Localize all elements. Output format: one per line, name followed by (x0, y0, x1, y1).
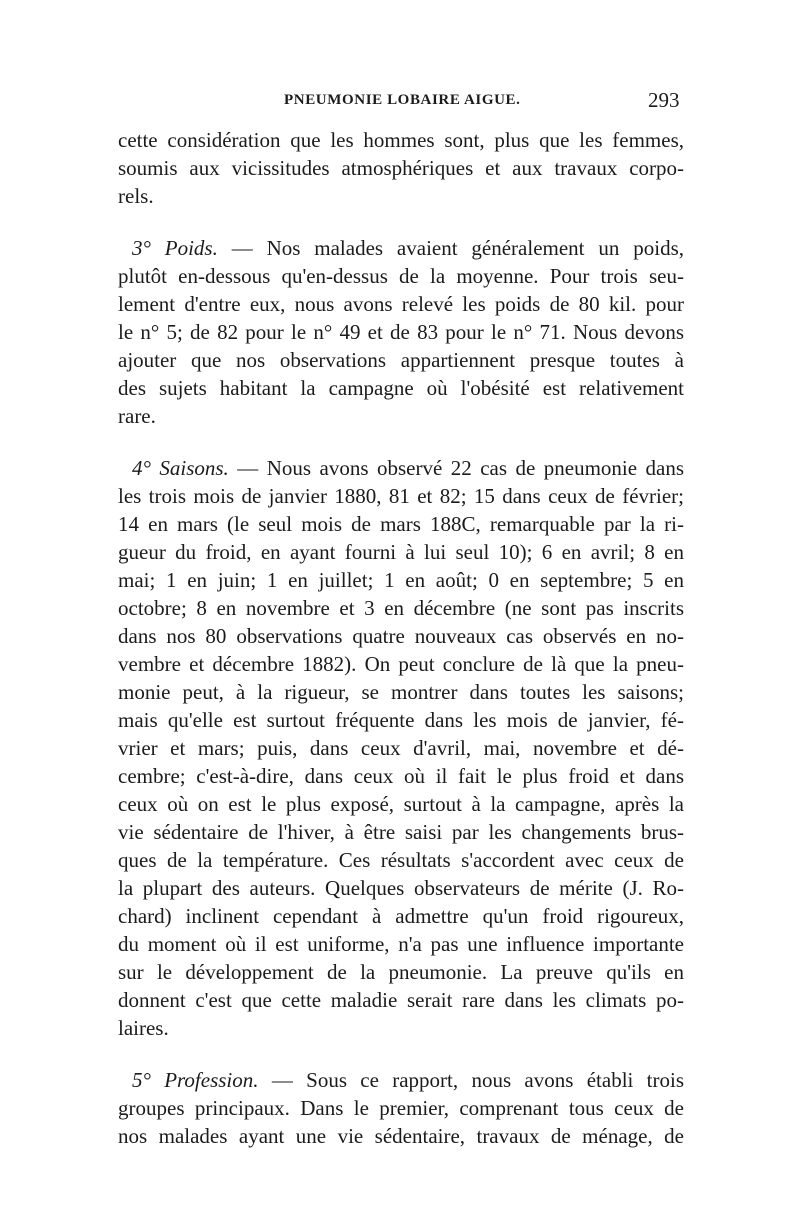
section-heading-profession: 5° Profession. (132, 1068, 259, 1092)
text-line: rels. (118, 184, 154, 208)
text-line: 14 en mars (le seul mois de mars 188C, remarquable par la ri- (118, 512, 684, 536)
text-line: chard) inclinent cependant à admettre qu'un froid rigoureux, (118, 904, 684, 928)
text-line: vie sédentaire de l'hiver, à être saisi par les changements brus- (118, 820, 684, 844)
text-line: laires. (118, 1016, 169, 1040)
text-line: plutôt en-dessous qu'en-dessus de la moyenne. Pour trois seu- (118, 264, 684, 288)
text-line: des sujets habitant la campagne où l'obésité est relativement (118, 376, 684, 400)
text-line-with-heading (132, 454, 684, 482)
text-line: mais qu'elle est surtout fréquente dans les mois de janvier, fé- (118, 708, 684, 732)
text-line: groupes principaux. Dans le premier, comprenant tous ceux de (118, 1096, 684, 1120)
text-line: mai; 1 en juin; 1 en juillet; 1 en août; 0 en septembre; 5 en (118, 568, 684, 592)
text-line: cette considération que les hommes sont, plus que les femmes, (118, 128, 684, 152)
text-line: lement d'entre eux, nous avons relevé les poids de 80 kil. pour (118, 292, 684, 316)
text-line: rare. (118, 404, 156, 428)
text-line: la plupart des auteurs. Quelques observateurs de mérite (J. Ro- (118, 876, 684, 900)
text-line: vrier et mars; puis, dans ceux d'avril, mai, novembre et dé- (118, 736, 684, 760)
text-line: dans nos 80 observations quatre nouveaux cas observés en no- (118, 624, 684, 648)
text-line: soumis aux vicissitudes atmosphériques et aux travaux corpo- (118, 156, 684, 180)
text-line: sur le développement de la pneumonie. La preuve qu'ils en (118, 960, 684, 984)
text-line: les trois mois de janvier 1880, 81 et 82; 15 dans ceux de février; (118, 484, 684, 508)
page-number: 293 (648, 88, 680, 112)
text-line: donnent c'est que cette maladie serait rare dans les climats po- (118, 988, 684, 1012)
section-heading-poids: 3° Poids. (132, 236, 218, 260)
text-line: du moment où il est uniforme, n'a pas une influence importante (118, 932, 684, 956)
running-header (0, 88, 800, 118)
running-title: PNEUMONIE LOBAIRE AIGUE. (284, 92, 521, 108)
text-line-content: — Nous avons observé 22 cas de pneumonie dans (237, 456, 685, 480)
text-line-with-heading (132, 234, 684, 262)
text-line: ceux où on est le plus exposé, surtout à la campagne, après la (118, 792, 684, 816)
text-line: nos malades ayant une vie sédentaire, travaux de ménage, de (118, 1124, 684, 1148)
text-line-content: — Sous ce rapport, nous avons établi trois (271, 1068, 685, 1092)
text-line: monie peut, à la rigueur, se montrer dans toutes les saisons; (118, 680, 684, 704)
text-line: vembre et décembre 1882). On peut conclure de là que la pneu- (118, 652, 684, 676)
text-line: octobre; 8 en novembre et 3 en décembre (ne sont pas inscrits (118, 596, 684, 620)
section-heading-saisons: 4° Saisons. (132, 456, 229, 480)
text-line: gueur du froid, en ayant fourni à lui seul 10); 6 en avril; 8 en (118, 540, 684, 564)
text-line: cembre; c'est-à-dire, dans ceux où il fait le plus froid et dans (118, 764, 684, 788)
text-line: le n° 5; de 82 pour le n° 49 et de 83 pour le n° 71. Nous devons (118, 320, 684, 344)
text-line-with-heading (132, 1066, 684, 1094)
text-line: ajouter que nos observations appartiennent presque toutes à (118, 348, 684, 372)
text-line-content: — Nos malades avaient généralement un poids, (231, 236, 684, 260)
text-line: ques de la température. Ces résultats s'accordent avec ceux de (118, 848, 684, 872)
